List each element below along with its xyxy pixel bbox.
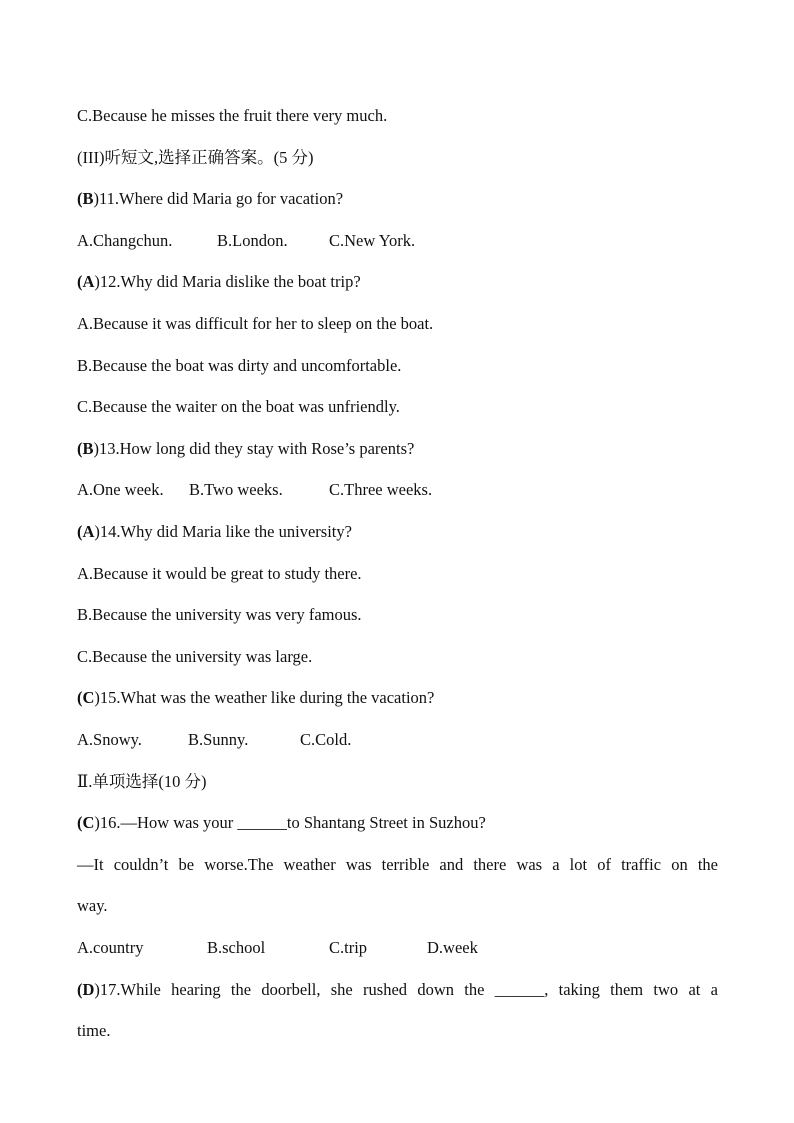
question-text: 12.Why did Maria dislike the boat trip? [99,272,361,291]
option-d: D.week [427,938,478,957]
question-14 [77,522,352,542]
option-a: A.One week. [77,480,164,499]
option-b: B.Two weeks. [189,480,283,499]
answer-close-paren: ) [93,189,100,208]
question-16-reply: —It couldn’t be worse.The weather was terrible and there was a lot of traffic on the [77,855,718,874]
question-16-reply-continued: way. [77,896,108,915]
answer-close-paren: ) [94,272,100,291]
answer-open-paren: ( [77,688,83,707]
answer-letter: A [82,522,95,541]
section-heading-single-choice: Ⅱ.单项选择(10 分) [77,772,207,791]
question-12-option-c: C.Because the waiter on the boat was unfriendly. [77,397,400,416]
option-b: B.London. [217,231,288,250]
question-13-options [77,480,432,500]
section-heading-listening: (III)听短文,选择正确答案。(5 分) [77,148,314,167]
question-14-option-c: C.Because the university was large. [77,647,313,666]
question-11-options [77,231,415,251]
question-11 [77,189,343,209]
answer-open-paren: ( [77,813,83,832]
answer-open-paren: ( [77,980,83,999]
question-15-options [77,730,351,750]
answer-close-paren: ) [94,688,100,707]
option-a: A.Snowy. [77,730,142,749]
question-text: 17.While hearing the doorbell, she rushed down the ______, taking them two at a [99,980,718,999]
question-15 [77,688,434,708]
answer-letter: A [82,272,95,291]
question-16 [77,813,486,833]
option-c: C.Cold. [300,730,352,749]
question-text: 15.What was the weather like during the vacation? [99,688,435,707]
question-12 [77,272,361,292]
answer-open-paren: ( [77,272,83,291]
answer-letter: D [82,980,95,999]
option-c: C.New York. [329,231,416,250]
answer-letter: B [82,189,94,208]
question-12-option-a: A.Because it was difficult for her to sleep on the boat. [77,314,434,333]
option-a: A.Changchun. [77,231,173,250]
answer-close-paren: ) [94,813,100,832]
option-b: B.Sunny. [188,730,249,749]
question-text: 16.—How was your ______to Shantang Street in Suzhou? [99,813,486,832]
answer-open-paren: ( [77,522,83,541]
question-text: 11.Where did Maria go for vacation? [99,189,344,208]
option-a: A.country [77,938,144,957]
question-text: 13.How long did they stay with Rose’s parents? [99,439,415,458]
option-c: C.Three weeks. [329,480,433,499]
question-14-option-b: B.Because the university was very famous. [77,605,362,624]
answer-open-paren: ( [77,439,83,458]
answer-letter: C [82,813,95,832]
answer-close-paren: ) [94,980,100,999]
question-14-option-a: A.Because it would be great to study there. [77,564,362,583]
question-17-continued: time. [77,1021,111,1040]
q10-option-c: C.Because he misses the fruit there very much. [77,106,388,125]
option-b: B.school [207,938,266,957]
answer-letter: B [82,439,94,458]
answer-close-paren: ) [93,439,100,458]
question-13 [77,439,414,459]
question-text: 14.Why did Maria like the university? [99,522,352,541]
option-c: C.trip [329,938,368,957]
answer-letter: C [82,688,95,707]
question-17 [77,980,718,1000]
answer-open-paren: ( [77,189,83,208]
question-12-option-b: B.Because the boat was dirty and uncomfortable. [77,356,402,375]
question-16-options [77,938,478,958]
answer-close-paren: ) [94,522,100,541]
